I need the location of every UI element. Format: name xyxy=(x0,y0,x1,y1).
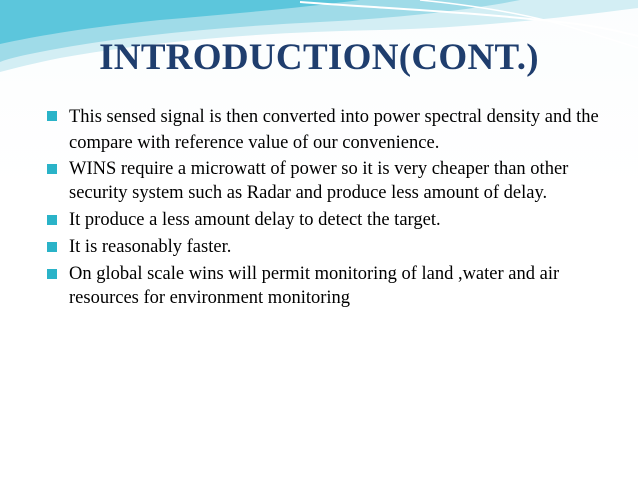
bullet-text: This sensed signal is then converted into power spectral density and the compare with reference value of our convenience. xyxy=(69,107,599,153)
bullet-text: On global scale wins will permit monitoring of land ,water and air resources for environment monitoring xyxy=(69,264,560,308)
bullet-text: WINS require a microwatt of power so it is very cheaper than other security system such as Radar and produce less amount of delay. xyxy=(69,159,569,203)
bullet-text: It produce a less amount delay to detect the target. xyxy=(69,210,441,230)
bullet-text: It is reasonably faster. xyxy=(69,237,232,257)
square-bullet-icon xyxy=(47,164,57,174)
slide-title: INTRODUCTION(CONT.) xyxy=(99,37,539,78)
square-bullet-icon xyxy=(47,111,57,121)
bullet-item xyxy=(47,208,607,232)
bullet-item xyxy=(47,235,607,259)
square-bullet-icon xyxy=(47,242,57,252)
bullet-item xyxy=(47,104,607,156)
square-bullet-icon xyxy=(47,215,57,225)
square-bullet-icon xyxy=(47,269,57,279)
bullet-item xyxy=(47,157,607,205)
bullet-item xyxy=(47,262,607,310)
bullet-list xyxy=(47,104,607,313)
